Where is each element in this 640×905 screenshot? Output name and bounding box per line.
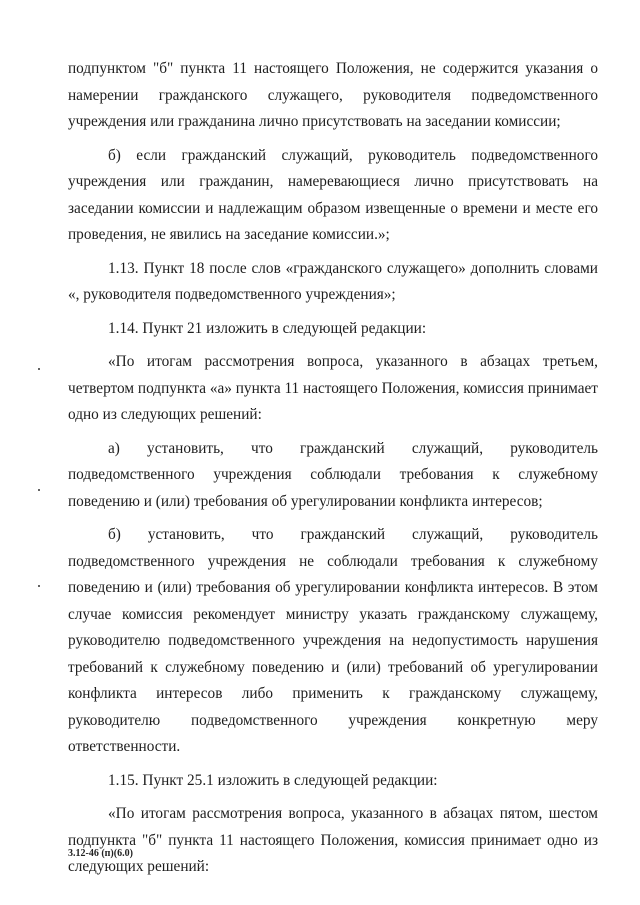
paragraph-decision-b: б) установить, что гражданский служащий, руководитель подведомственного учреждения не соблюдали требования к служебному поведению и (или) требования об урегулировании конфликта интересов. В этом случае комиссия рекомендует министру указать гражданскому служащему, руководителю подведомственного учреждения на недопустимость нарушения требований к служебному поведению и (или) требований об урегулировании конфликта интересов либо применить к гражданскому служащему, руководителю подведомственного учреждения конкретную меру ответственности. (68, 526, 598, 755)
scan-speck (38, 368, 40, 370)
scan-speck (38, 585, 40, 587)
document-body (68, 56, 598, 888)
paragraph-decision-a: а) установить, что гражданский служащий, руководитель подведомственного учреждения соблюдали требования к служебному поведению и (или) требования об урегулировании конфликта интересов; (68, 439, 598, 510)
scan-speck (38, 489, 40, 491)
paragraph-1-14: 1.14. Пункт 21 изложить в следующей редакции: (108, 319, 427, 337)
paragraph-item-b: б) если гражданский служащий, руководитель подведомственного учреждения или гражданин, намеревающиеся лично присутствовать на заседании комиссии и надлежащим образом извещенные о времени и месте его проведения, не явились на заседание комиссии.»; (68, 146, 598, 243)
footer-code: 3.12-46 (п)(6.0) (68, 848, 133, 859)
paragraph-1-13: 1.13. Пункт 18 после слов «гражданского служащего» дополнить словами «, руководителя подведомственного учреждения»; (68, 259, 598, 303)
paragraph-continuation: подпунктом "б" пункта 11 настоящего Положения, не содержится указания о намерении гражданского служащего, руководителя подведомственного учреждения или гражданина лично присутствовать на заседании комиссии; (68, 60, 598, 130)
paragraph-1-15: 1.15. Пункт 25.1 изложить в следующей редакции: (108, 771, 438, 789)
paragraph-quote-21: «По итогам рассмотрения вопроса, указанного в абзацах третьем, четвертом подпункта «а» пункта 11 настоящего Положения, комиссия принимает одно из следующих решений: (68, 353, 598, 423)
paragraph-quote-25-1: «По итогам рассмотрения вопроса, указанного в абзацах пятом, шестом подпункта "б" пункта 11 настоящего Положения, комиссия принимает одно из следующих решений: (68, 805, 598, 875)
